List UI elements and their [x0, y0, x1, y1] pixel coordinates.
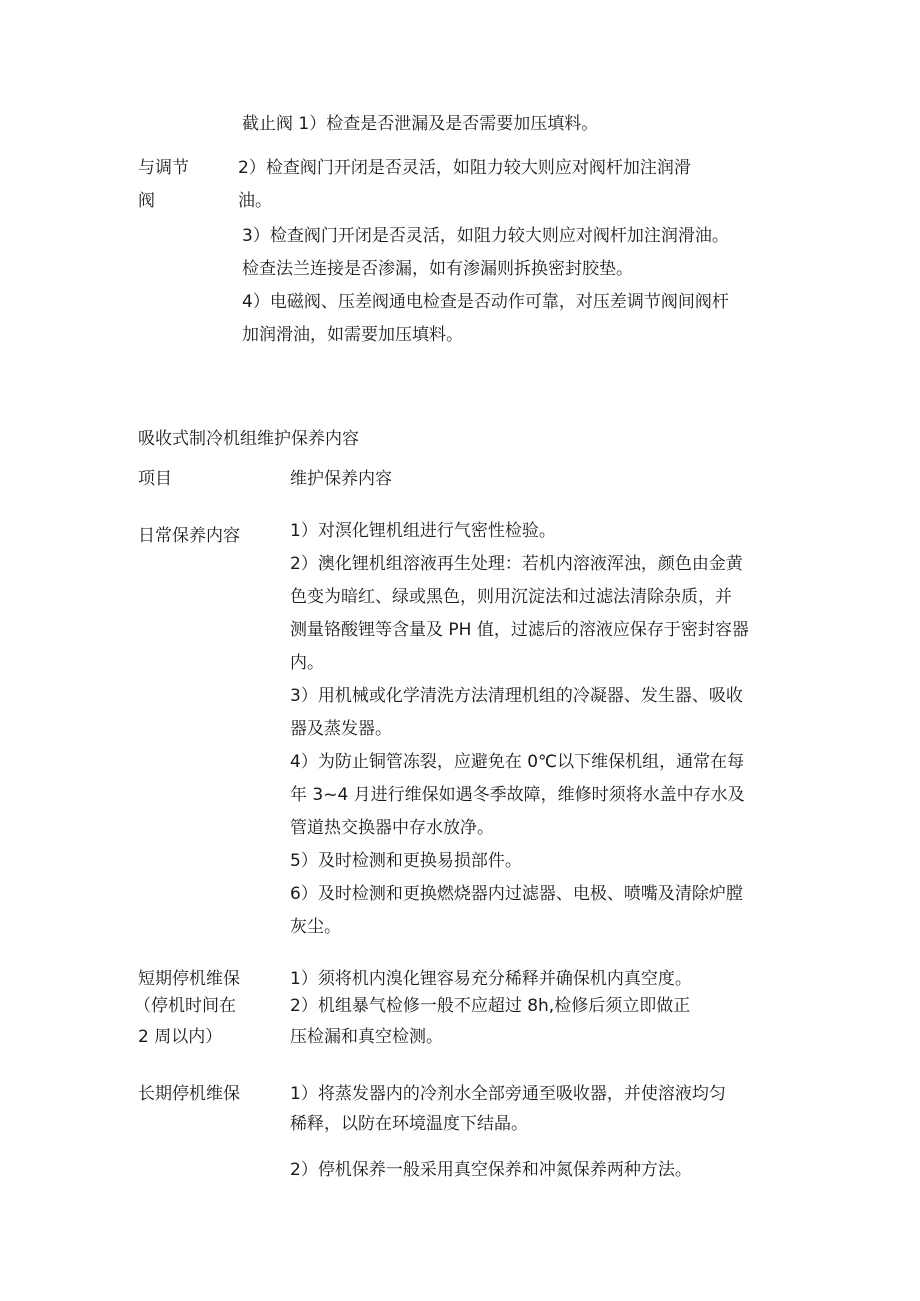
section-title: 吸收式制冷机组维护保养内容 — [138, 429, 359, 449]
valve-label-line-2: 阀 — [138, 191, 155, 211]
long-term-label: 长期停机维保 — [138, 1084, 240, 1104]
daily-line: 内。 — [290, 653, 324, 673]
daily-line: 器及蒸发器。 — [290, 719, 392, 739]
valve-item-3-line-2: 检查法兰连接是否渗漏，如有渗漏则拆换密封胶垫。 — [242, 259, 633, 279]
daily-line: 灰尘。 — [290, 917, 341, 937]
header-col-item: 项目 — [138, 469, 172, 489]
long-term-line-2: 稀释，以防在环境温度下结晶。 — [290, 1114, 528, 1134]
daily-line: 管道热交换器中存水放净。 — [290, 818, 494, 838]
valve-item-4-line-1: 4）电磁阀、压差阀通电检查是否动作可靠，对压差调节阀间阀杆 — [242, 292, 729, 312]
valve-item-2-line-1: 2）检查阀门开闭是否灵活，如阻力较大则应对阀杆加注润滑 — [238, 158, 691, 178]
daily-line: 4）为防止铜管冻裂，应避免在 0℃以下维保机组，通常在每 — [290, 752, 745, 772]
daily-line: 色变为暗红、绿或黑色，则用沉淀法和过滤法清除杂质，并 — [290, 587, 732, 607]
valve-item-3-line-1: 3）检查阀门开闭是否灵活，如阻力较大则应对阀杆加注润滑油。 — [242, 226, 729, 246]
valve-item-4-line-2: 加润滑油，如需要加压填料。 — [242, 325, 463, 345]
short-term-label-line-2: （停机时间在 — [134, 996, 236, 1016]
valve-line-1: 截止阀 1）检查是否泄漏及是否需要加压填料。 — [242, 114, 599, 134]
long-term-line-3: 2）停机保养一般采用真空保养和冲氮保养两种方法。 — [290, 1160, 692, 1180]
daily-line: 测量铬酸锂等含量及 PH 值，过滤后的溶液应保存于密封容器 — [290, 620, 749, 640]
daily-line: 2）澳化锂机组溶液再生处理：若机内溶液浑浊，颜色由金黄 — [290, 554, 743, 574]
header-col-content: 维护保养内容 — [290, 469, 392, 489]
short-term-label-line-1: 短期停机维保 — [138, 969, 240, 989]
valve-item-2-line-2: 油。 — [238, 191, 272, 211]
daily-line: 年 3~4 月进行维保如遇冬季故障，维修时须将水盖中存水及 — [290, 785, 745, 805]
short-term-line-2: 2）机组暴气检修一般不应超过 8h,检修后须立即做正 — [290, 996, 691, 1016]
long-term-line-1: 1）将蒸发器内的冷剂水全部旁通至吸收器，并使溶液均匀 — [290, 1084, 726, 1104]
short-term-label-line-3: 2 周以内） — [138, 1027, 223, 1047]
valve-label-line-1: 与调节 — [138, 158, 189, 178]
daily-line: 6）及时检测和更换燃烧器内过滤器、电极、喷嘴及清除炉膛 — [290, 884, 743, 904]
short-term-line-3: 压检漏和真空检测。 — [290, 1027, 443, 1047]
short-term-line-1: 1）须将机内溴化锂容易充分稀释并确保机内真空度。 — [290, 969, 692, 989]
daily-line: 3）用机械或化学清洗方法清理机组的冷凝器、发生器、吸收 — [290, 686, 743, 706]
daily-line: 5）及时检测和更换易损部件。 — [290, 851, 522, 871]
daily-label: 日常保养内容 — [138, 526, 240, 546]
daily-line: 1）对溟化锂机组进行气密性检验。 — [290, 521, 556, 541]
